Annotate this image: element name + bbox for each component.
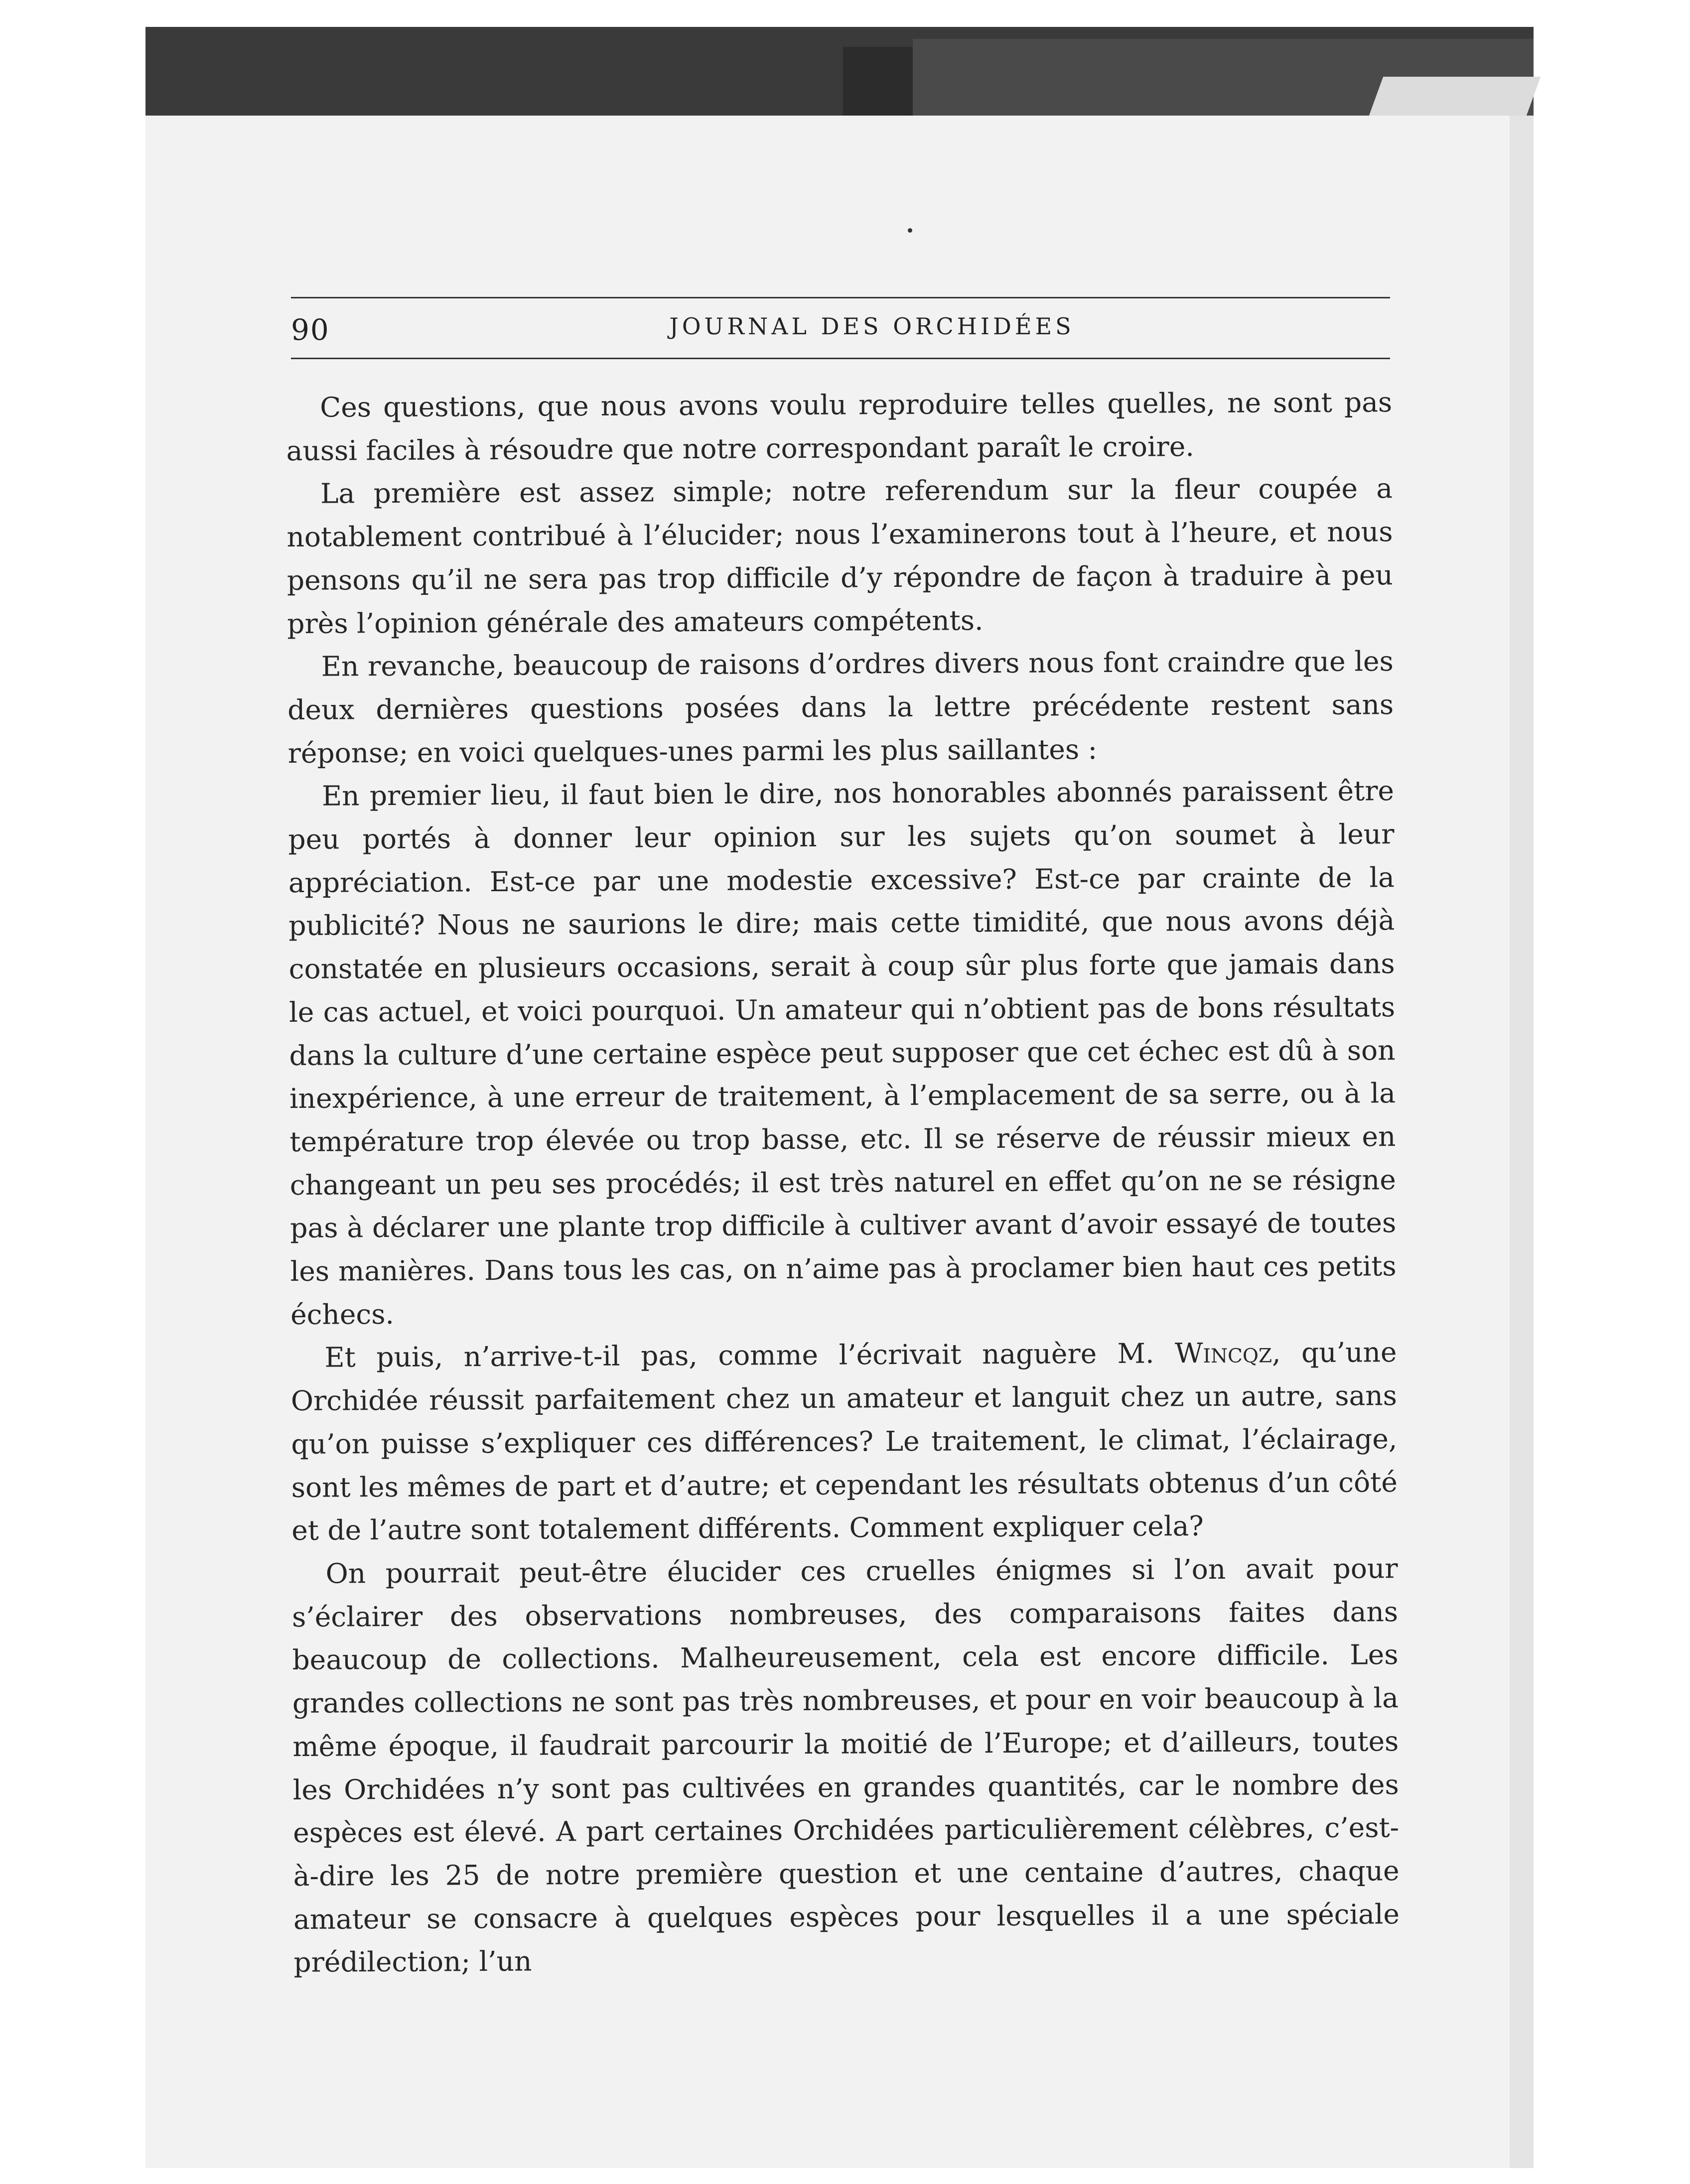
paragraph-5-rest: , qu’une Orchidée réussit parfaitement chez un amateur et languit chez un autre, sans qu’on puisse s’expliquer ces différences? Le traitement, le climat, l’éclairage, sont les mêmes de part et d’autre; et cependant les résultats obtenus d’un côté et de l’autre sont totalement différents. Comment expliquer cela? xyxy=(290,1336,1398,1547)
page-corner-fold xyxy=(1369,77,1541,116)
page-edge-shadow xyxy=(1510,116,1534,2168)
paragraph-4: En premier lieu, il faut bien le dire, nos honorables abonnés paraissent être peu portés à donner leur opinion sur les sujets qu’on soumet à leur appréciation. Est-ce par une modestie excessive? Est-ce par crainte de la publicité? Nous ne saurions le dire; mais cette timidité, que nous avons déjà constatée en plusieurs occasions, serait à coup sûr plus forte que jamais dans le cas actuel, et voici pourquoi. Un amateur qui n’obtient pas de bons résultats dans la culture d’une certaine espèce peut supposer que cet échec est dû à son inexpérience, à une erreur de traitement, à l’emplacement de sa serre, ou à la température trop élevée ou trop basse, etc. Il se réserve de réussir mieux en changeant un peu ses procédés; il est très naturel en effet qu’on ne se résigne pas à déclarer une plante trop difficile à cultiver avant d’avoir essayé de toutes les manières. Dans tous les cas, on n’aime pas à proclamer bien haut ces petits échecs. xyxy=(288,775,1397,1331)
article-body xyxy=(286,381,1400,1984)
header-rule-bottom xyxy=(291,358,1390,359)
paragraph-2: La première est assez simple; notre referendum sur la fleur coupée a notablement contribué à l’élucider; nous l’examinerons tout à l’heure, et nous pensons qu’il ne sera pas trop difficile d’y répondre de façon à traduire à peu près l’opinion générale des amateurs compétents. xyxy=(286,472,1394,640)
ink-speck xyxy=(908,228,912,233)
header-rule-top xyxy=(291,297,1390,298)
paragraph-5 xyxy=(290,1331,1398,1552)
author-name: Wincqz xyxy=(1174,1337,1272,1369)
paragraph-1: Ces questions, que nous avons voulu reproduire telles quelles, ne sont pas aussi faciles à résoudre que notre correspondant paraît le croire. xyxy=(286,386,1393,467)
running-title: JOURNAL DES ORCHIDÉES xyxy=(669,313,1075,340)
book-spine-gap xyxy=(843,47,913,116)
scan-background-band xyxy=(145,27,1534,116)
page-number: 90 xyxy=(291,313,330,347)
paragraph-5-lead: Et puis, n’arrive-t-il pas, comme l’écrivait naguère M. xyxy=(324,1337,1175,1374)
paragraph-3: En revanche, beaucoup de raisons d’ordres divers nous font craindre que les deux dernières questions posées dans la lettre précédente restent sans réponse; en voici quelques-unes parmi les plus saillantes : xyxy=(287,645,1394,769)
paragraph-6: On pourrait peut-être élucider ces cruelles énigmes si l’on avait pour s’éclairer des observations nombreuses, des comparaisons faites dans beaucoup de collections. Malheureusement, cela est encore difficile. Les grandes collections ne sont pas très nombreuses, et pour en voir beaucoup à la même époque, il faudrait parcourir la moitié de l’Europe; et d’ailleurs, toutes les Orchidées n’y sont pas cultivées en grandes quantités, car le nombre des espèces est élevé. A part certaines Orchidées particulièrement célèbres, c’est-à-dire les 25 de notre première question et une centaine d’autres, chaque amateur se consacre à quelques espèces pour lesquelles il a une spéciale prédilection; l’un xyxy=(291,1552,1400,1979)
